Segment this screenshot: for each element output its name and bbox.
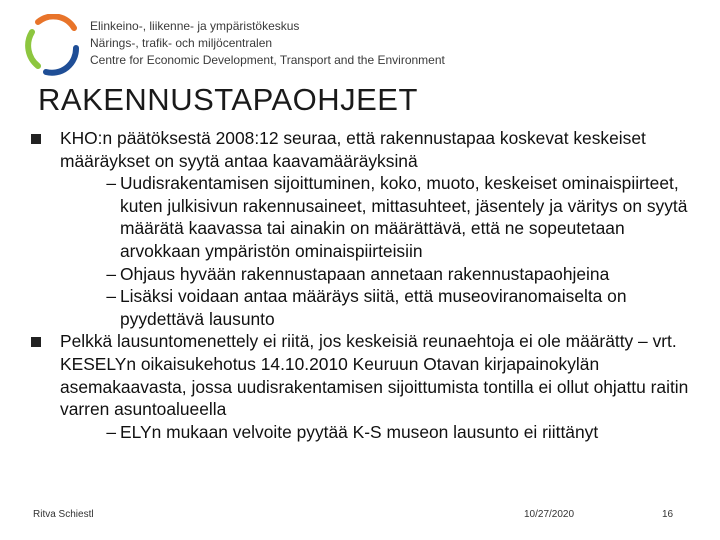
org-name-finnish: Elinkeino-, liikenne- ja ympäristökeskus: [90, 19, 300, 33]
footer-date: 10/27/2020: [524, 509, 575, 520]
dash-bullet-icon: –: [106, 173, 116, 194]
sub-bullet-museum-statement: [60, 285, 698, 330]
org-name-english: Centre for Economic Development, Transport and the Environment: [90, 53, 445, 67]
sub-bullet-text: Lisäksi voidaan antaa määräys siitä, että museoviranomaiselta on pyydettävä lausunto: [120, 286, 627, 329]
dash-bullet-icon: –: [106, 286, 116, 307]
bullet-text: KHO:n päätöksestä 2008:12 seuraa, että rakennustapaa koskevat keskeiset määräykset on syytä antaa kaavamääräyksinä: [60, 128, 646, 171]
org-name-swedish: Närings-, trafik- och miljöcentralen: [90, 36, 273, 50]
sub-bullet-placement: [60, 172, 698, 262]
sub-bullet-text: Uudisrakentamisen sijoittuminen, koko, muoto, keskeiset ominaispiirteet, kuten julkisivun rakennusaineet, mittasuhteet, jäsentely ja väritys on syytä määrätä kaavassa tai ainakin on määrättävä, että ne sopeutetaan arvokkaan ympäristön ominaispiirteisiin: [120, 173, 688, 261]
dash-bullet-icon: –: [106, 421, 116, 442]
slide-title: RAKENNUSTAPAOHJEET: [38, 82, 418, 117]
bullet-statement-procedure: [28, 330, 698, 420]
sub-bullet-guidance: [60, 263, 698, 286]
ely-centre-logo-icon: [24, 14, 80, 76]
square-bullet-icon: [31, 337, 41, 347]
logo-orange-arc: [38, 16, 74, 28]
organization-name: [90, 18, 445, 69]
sub-bullet-text: ELYn mukaan velvoite pyytää K-S museon lausunto ei riittänyt: [120, 421, 599, 442]
dash-bullet-icon: –: [106, 263, 116, 284]
slide-body: [28, 127, 698, 443]
sub-bullet-ely-obligation: [60, 421, 698, 444]
square-bullet-icon: [31, 134, 41, 144]
logo-green-arc: [28, 32, 38, 66]
bullet-text: Pelkkä lausuntomenettely ei riitä, jos keskeisiä reunaehtoja ei ole määrätty – vrt. KESELYn oikaisukehotus 14.10.2010 Keuruun Otavan kirjapainokylän asemakaavasta, jossa uudisrakentamisen sijoittumista tontilla ei ollut ohjattu raitin varren asuntoalueella: [60, 331, 689, 420]
logo-blue-arc: [46, 48, 76, 73]
bullet-kho-decision: [28, 127, 698, 172]
footer-author: Ritva Schiestl: [33, 509, 94, 520]
sub-bullet-text: Ohjaus hyvään rakennustapaan annetaan rakennustapaohjeina: [120, 263, 610, 284]
footer-page-number: 16: [662, 509, 674, 520]
